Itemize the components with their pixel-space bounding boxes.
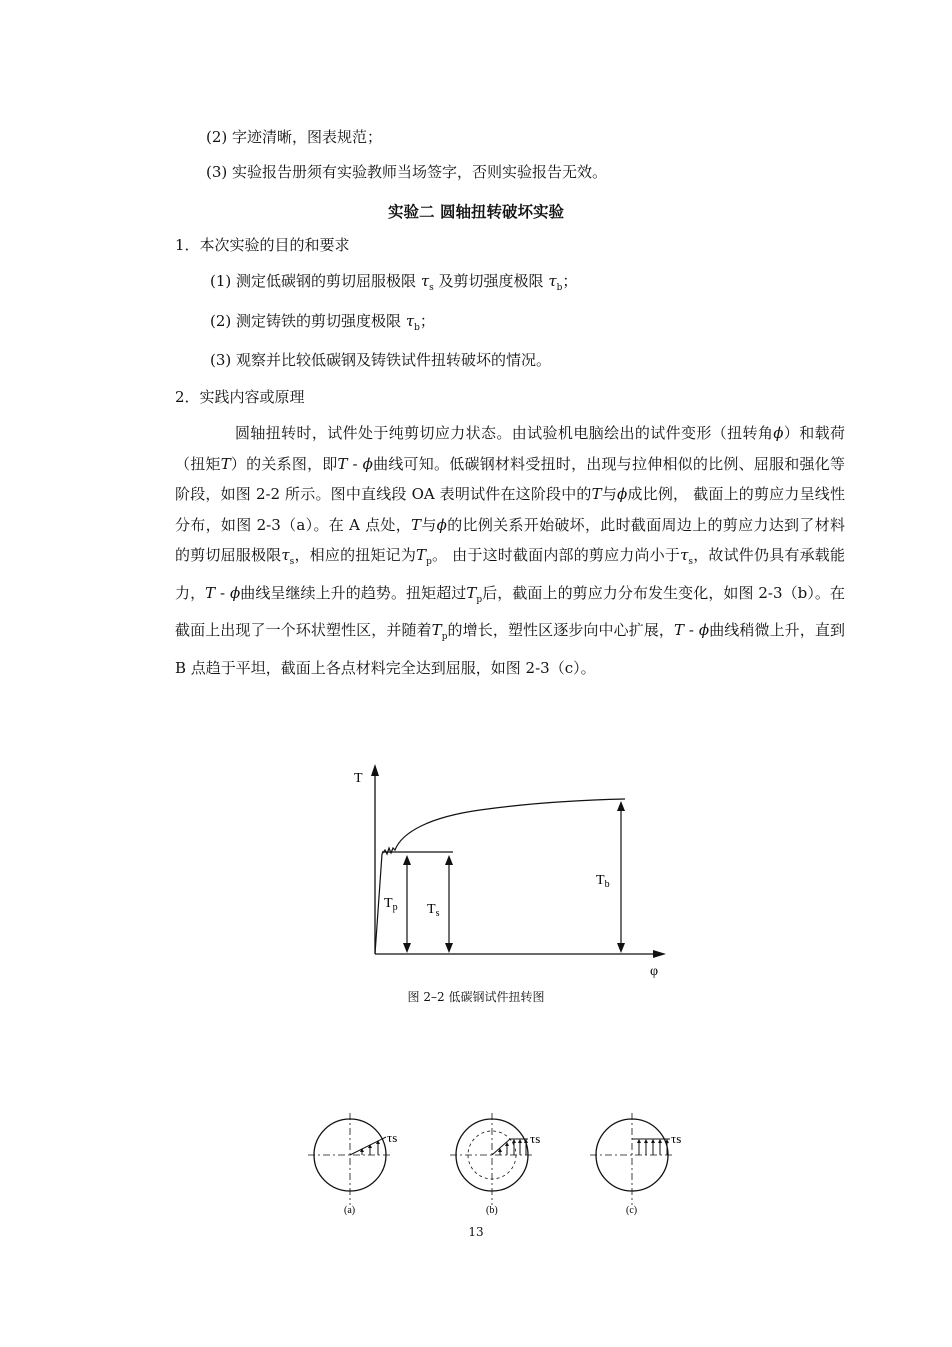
T-symbol: T (591, 485, 602, 503)
y-axis-arrow-icon (371, 764, 379, 776)
tau-symbol: τ (680, 546, 689, 564)
objective-1-text-a: (1) 测定低碳钢的剪切屈服极限 (210, 272, 417, 290)
para-text: 的增长，塑性区逐步向中心扩展， (447, 621, 675, 639)
x-axis-label: φ (650, 964, 659, 979)
tb-arrow-bottom-icon (617, 943, 625, 953)
tau-label-c: τs (671, 1131, 682, 1146)
list-item-2: (2) 字迹清晰，图表规范； (206, 128, 383, 146)
ts-arrow-top-icon (445, 855, 453, 865)
sub-s: s (289, 557, 295, 567)
list-item-3: (3) 实验报告册须有实验教师当场签字，否则实验报告无效。 (206, 163, 608, 181)
para-text: ，故试件仍具有承载能力， (175, 546, 845, 602)
T-symbol: T (220, 454, 231, 473)
tau-label-a: τs (387, 1130, 398, 1145)
ts-arrow-bottom-icon (445, 943, 453, 953)
sub-p: p (441, 632, 448, 642)
dash: - (684, 621, 699, 639)
dash: - (215, 583, 230, 602)
T-symbol: T (466, 583, 477, 602)
objective-2-text-a: (2) 测定铸铁的剪切强度极限 (210, 312, 402, 330)
phi-symbol: ϕ (229, 583, 241, 602)
x-axis-arrow-icon (653, 950, 666, 958)
sub-s: s (429, 283, 434, 293)
tau-symbol: τ (420, 272, 430, 290)
tau-symbol: τ (405, 312, 415, 330)
T-symbol: T (411, 515, 422, 534)
para-text: 的比例关系开始破坏，此时截面周边上的剪应力达到了材料的剪切屈服极限 (175, 515, 845, 564)
tp-arrow-top-icon (403, 855, 411, 865)
objective-2-text-b: ； (419, 312, 435, 330)
tau-label-b: τs (530, 1131, 541, 1146)
sublabel-a: (a) (344, 1205, 356, 1216)
para-text: 圆轴扭转时，试件处于纯剪切应力状态。由试验机电脑绘出的试件变形（扭转角 (235, 424, 774, 442)
T-symbol: T (337, 454, 348, 473)
para-text: 与 (601, 485, 618, 503)
phi-symbol: ϕ (362, 454, 373, 473)
heading-principle: 2．实践内容或原理 (175, 388, 305, 406)
sub-p: p (426, 557, 432, 567)
tp-label: $T_p$ (384, 896, 398, 913)
phi-symbol: ϕ (698, 621, 710, 639)
T-symbol: T (205, 583, 216, 602)
principle-paragraph (175, 418, 845, 683)
section-title: 实验二 圆轴扭转破坏实验 (388, 203, 564, 221)
T-symbol: T (431, 621, 442, 639)
para-text: ）和载荷（扭矩 (175, 424, 845, 473)
page-number: 13 (468, 1225, 484, 1239)
dash: - (347, 454, 363, 473)
objective-1 (210, 271, 577, 298)
sublabel-c: (c) (626, 1205, 638, 1216)
diagram-b (450, 1113, 540, 1216)
sublabel-b: (b) (486, 1205, 498, 1216)
para-text: 。 由于这时截面内部的剪应力尚小于 (431, 546, 681, 564)
phi-symbol: ϕ (617, 485, 628, 503)
heading-objectives: 1．本次实验的目的和要求 (175, 236, 350, 254)
torsion-curve-figure (340, 762, 680, 982)
T-symbol: T (674, 621, 685, 639)
tau-symbol: τ (548, 272, 557, 290)
shear-stress-distribution-figure (300, 1105, 720, 1220)
torsion-curve (375, 799, 625, 954)
y-axis-label: T (354, 771, 363, 786)
diagram-c (590, 1113, 681, 1216)
diagram-a (308, 1113, 397, 1216)
sub-b: b (556, 283, 563, 293)
para-text: 成比例， 截面上的剪应力呈线性分布，如图 2-3（a）。在 A 点处， (175, 485, 845, 534)
tb-arrow-top-icon (617, 801, 625, 811)
objective-2 (210, 311, 435, 338)
sub-b: b (414, 323, 420, 333)
tb-label: $T_b$ (596, 873, 610, 890)
para-text: ，相应的扭矩记为 (294, 546, 417, 564)
sub-s: s (688, 557, 694, 567)
figure-2-2-caption: 图 2–2 低碳钢试件扭转图 (407, 990, 545, 1004)
ts-label: $T_s$ (427, 902, 440, 919)
objective-1-text-c: ； (562, 272, 578, 290)
para-text: 后，截面上的剪应力分布发生变化，如图 2-3（b）。在截面上出现了一个环状塑性区，并随着 (175, 583, 846, 639)
para-text: 曲线呈继续上升的趋势。扭矩超过 (240, 583, 467, 602)
objective-3: (3) 观察并比较低碳钢及铸铁试件扭转破坏的情况。 (210, 351, 552, 369)
para-text: 与 (421, 515, 437, 534)
tau-symbol: τ (281, 546, 290, 564)
tp-arrow-bottom-icon (403, 943, 411, 953)
sub-p: p (476, 594, 483, 605)
phi-symbol: ϕ (773, 424, 784, 442)
para-text: 曲线可知。低碳钢材料受扭时，出现与拉伸相似的比例、屈服和强化等阶段，如图 2-2 所示。图中直线段 OA 表明试件在这阶段中的 (175, 454, 845, 503)
objective-1-text-b: 及剪切强度极限 (438, 272, 544, 290)
T-symbol: T (416, 546, 427, 564)
para-text: ）的关系图，即 (230, 454, 338, 473)
phi-symbol: ϕ (436, 515, 447, 534)
para-text: 曲线稍微上升，直到 B 点趋于平坦，截面上各点材料完全达到屈服，如图 2-3（c）。 (175, 621, 845, 677)
